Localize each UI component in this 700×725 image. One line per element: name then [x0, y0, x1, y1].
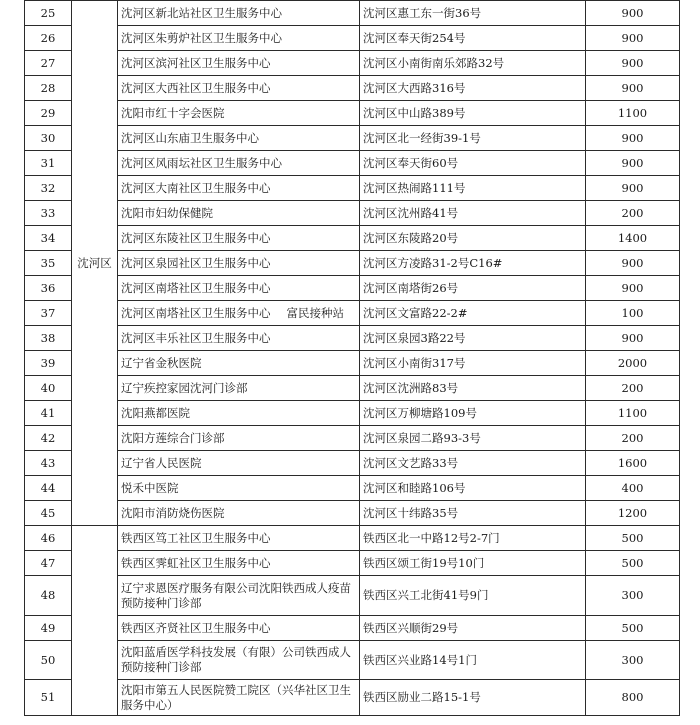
table-row — [25, 376, 680, 401]
site-name — [118, 301, 360, 326]
site-address: 沈河区东陵路20号 — [360, 226, 586, 251]
site-name: 铁西区齐贤社区卫生服务中心 — [118, 616, 360, 641]
row-number: 50 — [25, 641, 72, 680]
dose-quantity: 900 — [586, 151, 680, 176]
dose-quantity: 800 — [586, 680, 680, 716]
site-name: 沈河区朱剪炉社区卫生服务中心 — [118, 26, 360, 51]
table-row — [25, 126, 680, 151]
site-name: 沈河区新北站社区卫生服务中心 — [118, 1, 360, 26]
row-number: 45 — [25, 501, 72, 526]
vaccination-site-table — [24, 0, 680, 716]
row-number: 36 — [25, 276, 72, 301]
site-address: 铁西区兴顺街29号 — [360, 616, 586, 641]
row-number: 46 — [25, 526, 72, 551]
table-row — [25, 476, 680, 501]
dose-quantity: 200 — [586, 376, 680, 401]
site-address: 沈河区泉园3路22号 — [360, 326, 586, 351]
table-row — [25, 276, 680, 301]
site-address: 沈河区奉天街60号 — [360, 151, 586, 176]
site-address: 铁西区颂工街19号10门 — [360, 551, 586, 576]
site-name: 辽宁求恩医疗服务有限公司沈阳铁西成人疫苗预防接种门诊部 — [118, 576, 360, 616]
table-row — [25, 576, 680, 616]
table-row — [25, 351, 680, 376]
row-number: 49 — [25, 616, 72, 641]
dose-quantity: 900 — [586, 126, 680, 151]
site-name: 悦禾中医院 — [118, 476, 360, 501]
row-number: 27 — [25, 51, 72, 76]
dose-quantity: 900 — [586, 276, 680, 301]
dose-quantity: 200 — [586, 201, 680, 226]
site-name-extra: 富民接种站 — [286, 305, 344, 320]
site-name: 铁西区霁虹社区卫生服务中心 — [118, 551, 360, 576]
row-number: 25 — [25, 1, 72, 26]
table-row — [25, 76, 680, 101]
site-name: 沈河区滨河社区卫生服务中心 — [118, 51, 360, 76]
dose-quantity: 900 — [586, 176, 680, 201]
site-address: 沈河区大西路316号 — [360, 76, 586, 101]
table-row — [25, 151, 680, 176]
site-address: 沈河区惠工东一街36号 — [360, 1, 586, 26]
dose-quantity: 1100 — [586, 401, 680, 426]
table-row — [25, 301, 680, 326]
site-name: 沈河区南塔社区卫生服务中心 — [118, 276, 360, 301]
table-row — [25, 401, 680, 426]
row-number: 40 — [25, 376, 72, 401]
dose-quantity: 900 — [586, 51, 680, 76]
dose-quantity: 300 — [586, 641, 680, 680]
site-address: 沈河区沈洲路83号 — [360, 376, 586, 401]
row-number: 43 — [25, 451, 72, 476]
table-row — [25, 226, 680, 251]
row-number: 37 — [25, 301, 72, 326]
site-address: 沈河区文富路22-2# — [360, 301, 586, 326]
dose-quantity: 900 — [586, 26, 680, 51]
row-number: 31 — [25, 151, 72, 176]
site-address: 沈河区南塔街26号 — [360, 276, 586, 301]
site-name: 沈河区大西社区卫生服务中心 — [118, 76, 360, 101]
dose-quantity: 900 — [586, 1, 680, 26]
site-name: 沈河区山东庙卫生服务中心 — [118, 126, 360, 151]
dose-quantity: 200 — [586, 426, 680, 451]
dose-quantity: 300 — [586, 576, 680, 616]
table-row — [25, 616, 680, 641]
table-row — [25, 51, 680, 76]
dose-quantity: 100 — [586, 301, 680, 326]
district-cell: 沈河区 — [72, 1, 118, 526]
dose-quantity: 400 — [586, 476, 680, 501]
site-name: 沈阳市妇幼保健院 — [118, 201, 360, 226]
table-row — [25, 526, 680, 551]
row-number: 26 — [25, 26, 72, 51]
site-name: 铁西区笃工社区卫生服务中心 — [118, 526, 360, 551]
site-address: 沈河区小南街317号 — [360, 351, 586, 376]
table-row — [25, 101, 680, 126]
site-name: 沈河区泉园社区卫生服务中心 — [118, 251, 360, 276]
table-row — [25, 501, 680, 526]
row-number: 51 — [25, 680, 72, 716]
table-row — [25, 176, 680, 201]
row-number: 39 — [25, 351, 72, 376]
dose-quantity: 1400 — [586, 226, 680, 251]
row-number: 33 — [25, 201, 72, 226]
row-number: 44 — [25, 476, 72, 501]
row-number: 48 — [25, 576, 72, 616]
dose-quantity: 500 — [586, 616, 680, 641]
table-row — [25, 641, 680, 680]
table-row — [25, 251, 680, 276]
table-row — [25, 451, 680, 476]
table-row — [25, 201, 680, 226]
district-cell — [72, 526, 118, 716]
site-address: 铁西区兴工北街41号9门 — [360, 576, 586, 616]
table-row — [25, 1, 680, 26]
site-address: 沈河区奉天街254号 — [360, 26, 586, 51]
site-address: 铁西区兴业路14号1门 — [360, 641, 586, 680]
site-address: 沈河区热闹路111号 — [360, 176, 586, 201]
site-name: 沈河区大南社区卫生服务中心 — [118, 176, 360, 201]
site-name: 辽宁疾控家园沈河门诊部 — [118, 376, 360, 401]
dose-quantity: 500 — [586, 526, 680, 551]
site-name: 沈阳方莲综合门诊部 — [118, 426, 360, 451]
site-address: 沈河区文艺路33号 — [360, 451, 586, 476]
site-name: 沈河区风雨坛社区卫生服务中心 — [118, 151, 360, 176]
site-address: 铁西区励业二路15-1号 — [360, 680, 586, 716]
row-number: 29 — [25, 101, 72, 126]
table-row — [25, 426, 680, 451]
site-address: 沈河区方凌路31-2号C16# — [360, 251, 586, 276]
site-name: 沈河区东陵社区卫生服务中心 — [118, 226, 360, 251]
row-number: 28 — [25, 76, 72, 101]
dose-quantity: 900 — [586, 326, 680, 351]
dose-quantity: 1100 — [586, 101, 680, 126]
table-row — [25, 26, 680, 51]
row-number: 38 — [25, 326, 72, 351]
row-number: 42 — [25, 426, 72, 451]
dose-quantity: 900 — [586, 251, 680, 276]
site-name: 沈阳市消防烧伤医院 — [118, 501, 360, 526]
row-number: 41 — [25, 401, 72, 426]
site-name: 沈阳市红十字会医院 — [118, 101, 360, 126]
table-row — [25, 326, 680, 351]
site-name: 沈阳燕都医院 — [118, 401, 360, 426]
dose-quantity: 500 — [586, 551, 680, 576]
dose-quantity: 2000 — [586, 351, 680, 376]
row-number: 35 — [25, 251, 72, 276]
site-address: 沈河区北一经街39-1号 — [360, 126, 586, 151]
site-address: 沈河区沈州路41号 — [360, 201, 586, 226]
site-name-text: 沈河区南塔社区卫生服务中心 — [121, 305, 271, 320]
site-name: 沈阳蓝盾医学科技发展（有限）公司铁西成人预防接种门诊部 — [118, 641, 360, 680]
site-name: 辽宁省人民医院 — [118, 451, 360, 476]
dose-quantity: 900 — [586, 76, 680, 101]
site-name: 辽宁省金秋医院 — [118, 351, 360, 376]
row-number: 34 — [25, 226, 72, 251]
site-address: 沈河区和睦路106号 — [360, 476, 586, 501]
site-address: 沈河区十纬路35号 — [360, 501, 586, 526]
row-number: 47 — [25, 551, 72, 576]
table-row — [25, 680, 680, 716]
site-name: 沈阳市第五人民医院赞工院区（兴华社区卫生服务中心） — [118, 680, 360, 716]
table-row — [25, 551, 680, 576]
dose-quantity: 1200 — [586, 501, 680, 526]
site-address: 沈河区万柳塘路109号 — [360, 401, 586, 426]
site-name: 沈河区丰乐社区卫生服务中心 — [118, 326, 360, 351]
row-number: 30 — [25, 126, 72, 151]
row-number: 32 — [25, 176, 72, 201]
dose-quantity: 1600 — [586, 451, 680, 476]
site-address: 沈河区小南街南乐郊路32号 — [360, 51, 586, 76]
site-address: 铁西区北一中路12号2-7门 — [360, 526, 586, 551]
site-address: 沈河区中山路389号 — [360, 101, 586, 126]
site-address: 沈河区泉园二路93-3号 — [360, 426, 586, 451]
